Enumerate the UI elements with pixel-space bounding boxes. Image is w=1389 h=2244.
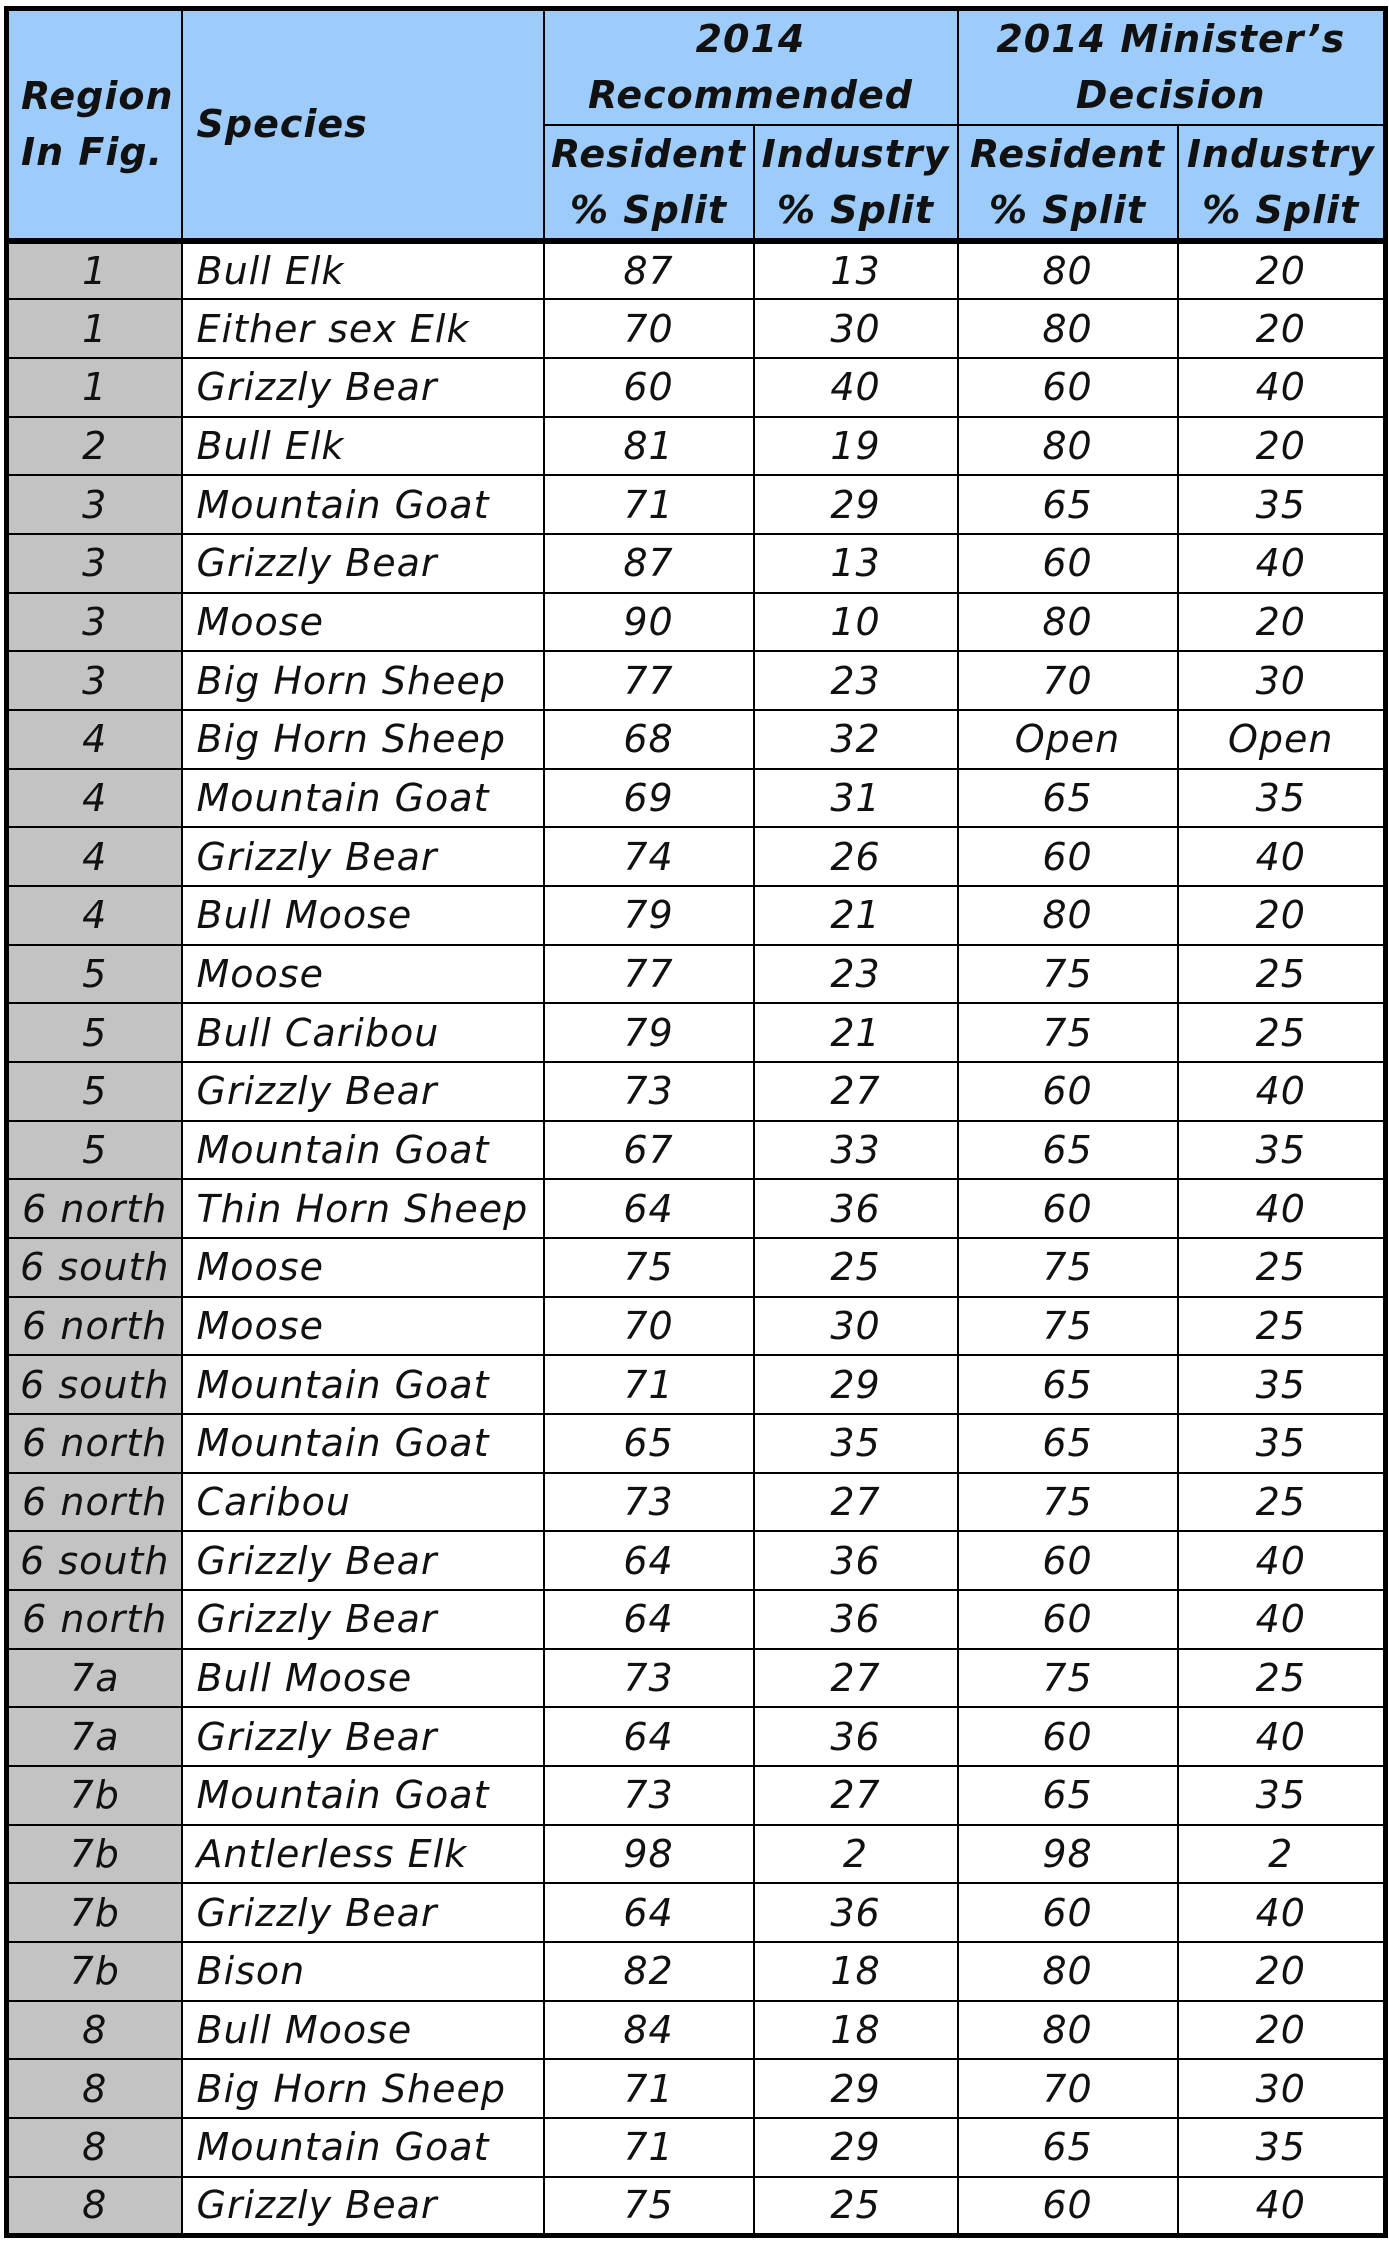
region-cell: 6 south [7,1531,182,1590]
species-cell: Thin Horn Sheep [182,1179,544,1238]
recommended-resident-cell: 87 [544,534,754,593]
species-cell: Bull Moose [182,1649,544,1708]
species-cell: Mountain Goat [182,2118,544,2177]
recommended-resident-cell: 87 [544,241,754,300]
table-row [7,1414,1386,1473]
region-cell: 7b [7,1883,182,1942]
recommended-resident-cell: 81 [544,417,754,476]
species-cell: Bull Elk [182,417,544,476]
species-cell: Big Horn Sheep [182,2059,544,2118]
decision-industry-cell: 35 [1178,1121,1386,1180]
recommended-industry-cell: 27 [754,1649,958,1708]
recommended-industry-cell: 21 [754,1003,958,1062]
table-row [7,886,1386,945]
decision-industry-cell: 20 [1178,2001,1386,2060]
decision-industry-cell: 20 [1178,299,1386,358]
decision-resident-cell: 60 [958,1531,1178,1590]
recommended-industry-cell: 30 [754,1297,958,1356]
decision-industry-cell: 25 [1178,1003,1386,1062]
recommended-industry-cell: 23 [754,651,958,710]
recommended-resident-cell: 68 [544,710,754,769]
recommended-resident-cell: 71 [544,1355,754,1414]
region-cell: 2 [7,417,182,476]
table-row [7,1121,1386,1180]
species-cell: Grizzly Bear [182,358,544,417]
decision-industry-cell: 40 [1178,1531,1386,1590]
species-cell: Bison [182,1942,544,2001]
recommended-industry-cell: 27 [754,1473,958,1532]
recommended-resident-cell: 79 [544,1003,754,1062]
species-cell: Either sex Elk [182,299,544,358]
header-region: Region In Fig. [7,9,182,241]
table-row [7,1531,1386,1590]
region-cell: 8 [7,2118,182,2177]
decision-industry-cell: 20 [1178,1942,1386,2001]
decision-resident-cell: 65 [958,1355,1178,1414]
table-row [7,593,1386,652]
species-cell: Grizzly Bear [182,827,544,886]
decision-industry-cell: 25 [1178,1238,1386,1297]
table-row [7,827,1386,886]
recommended-resident-cell: 73 [544,1062,754,1121]
recommended-resident-cell: 82 [544,1942,754,2001]
region-cell: 7a [7,1649,182,1708]
recommended-resident-cell: 77 [544,945,754,1004]
table-row [7,1238,1386,1297]
decision-industry-cell: Open [1178,710,1386,769]
decision-industry-cell: 40 [1178,1590,1386,1649]
recommended-resident-cell: 75 [544,2177,754,2236]
decision-industry-cell: 40 [1178,1062,1386,1121]
recommended-resident-cell: 73 [544,1649,754,1708]
decision-resident-cell: 60 [958,1062,1178,1121]
region-cell: 3 [7,593,182,652]
species-cell: Mountain Goat [182,475,544,534]
decision-resident-cell: 75 [958,945,1178,1004]
decision-resident-cell: 70 [958,2059,1178,2118]
region-cell: 7a [7,1707,182,1766]
table-row [7,769,1386,828]
recommended-industry-cell: 40 [754,358,958,417]
region-cell: 6 north [7,1179,182,1238]
species-cell: Big Horn Sheep [182,651,544,710]
region-cell: 3 [7,534,182,593]
recommended-resident-cell: 69 [544,769,754,828]
species-cell: Grizzly Bear [182,1062,544,1121]
recommended-industry-cell: 25 [754,2177,958,2236]
decision-industry-cell: 35 [1178,1414,1386,1473]
region-cell: 1 [7,299,182,358]
recommended-resident-cell: 64 [544,1179,754,1238]
region-cell: 6 north [7,1414,182,1473]
table-row [7,1062,1386,1121]
region-cell: 6 north [7,1473,182,1532]
decision-resident-cell: 60 [958,2177,1178,2236]
recommended-industry-cell: 31 [754,769,958,828]
decision-industry-cell: 35 [1178,1355,1386,1414]
decision-resident-cell: 65 [958,769,1178,828]
recommended-industry-cell: 13 [754,534,958,593]
recommended-resident-cell: 73 [544,1473,754,1532]
decision-industry-cell: 25 [1178,1297,1386,1356]
recommended-resident-cell: 73 [544,1766,754,1825]
recommended-industry-cell: 32 [754,710,958,769]
decision-resident-cell: 80 [958,1942,1178,2001]
recommended-resident-cell: 70 [544,1297,754,1356]
header-decision-resident: Resident % Split [958,125,1178,241]
recommended-resident-cell: 77 [544,651,754,710]
decision-resident-cell: 75 [958,1003,1178,1062]
decision-resident-cell: 80 [958,299,1178,358]
table-row [7,534,1386,593]
recommended-resident-cell: 75 [544,1238,754,1297]
species-cell: Moose [182,945,544,1004]
decision-resident-cell: 60 [958,1707,1178,1766]
recommended-resident-cell: 64 [544,1590,754,1649]
recommended-resident-cell: 79 [544,886,754,945]
decision-resident-cell: 65 [958,1414,1178,1473]
decision-resident-cell: 60 [958,827,1178,886]
header-group-recommended: 2014 Recommended [544,9,958,125]
recommended-resident-cell: 74 [544,827,754,886]
species-cell: Bull Moose [182,2001,544,2060]
decision-industry-cell: 40 [1178,827,1386,886]
table-row [7,1766,1386,1825]
region-cell: 1 [7,358,182,417]
decision-industry-cell: 40 [1178,1883,1386,1942]
decision-resident-cell: 60 [958,358,1178,417]
recommended-industry-cell: 21 [754,886,958,945]
table-row [7,1649,1386,1708]
decision-industry-cell: 35 [1178,475,1386,534]
region-cell: 5 [7,1121,182,1180]
header-recommended-resident: Resident % Split [544,125,754,241]
decision-industry-cell: 35 [1178,2118,1386,2177]
recommended-industry-cell: 33 [754,1121,958,1180]
table-row [7,1707,1386,1766]
recommended-industry-cell: 36 [754,1179,958,1238]
recommended-industry-cell: 36 [754,1883,958,1942]
table-row [7,710,1386,769]
decision-industry-cell: 40 [1178,1179,1386,1238]
recommended-industry-cell: 35 [754,1414,958,1473]
decision-industry-cell: 20 [1178,593,1386,652]
decision-industry-cell: 25 [1178,945,1386,1004]
recommended-industry-cell: 19 [754,417,958,476]
decision-industry-cell: 40 [1178,1707,1386,1766]
decision-resident-cell: 65 [958,1121,1178,1180]
region-cell: 4 [7,710,182,769]
header-decision-industry: Industry % Split [1178,125,1386,241]
species-cell: Moose [182,593,544,652]
region-cell: 6 south [7,1355,182,1414]
region-cell: 3 [7,651,182,710]
table-row [7,2177,1386,2236]
recommended-industry-cell: 36 [754,1590,958,1649]
recommended-resident-cell: 64 [544,1883,754,1942]
split-table [4,6,1388,2238]
recommended-resident-cell: 64 [544,1531,754,1590]
recommended-resident-cell: 67 [544,1121,754,1180]
table-row [7,1825,1386,1884]
table-row [7,2059,1386,2118]
recommended-industry-cell: 36 [754,1531,958,1590]
decision-industry-cell: 25 [1178,1649,1386,1708]
species-cell: Mountain Goat [182,1355,544,1414]
decision-resident-cell: 60 [958,534,1178,593]
species-cell: Antlerless Elk [182,1825,544,1884]
decision-resident-cell: 60 [958,1590,1178,1649]
region-cell: 5 [7,1062,182,1121]
region-cell: 6 north [7,1590,182,1649]
header-species: Species [182,9,544,241]
recommended-industry-cell: 30 [754,299,958,358]
region-cell: 7b [7,1825,182,1884]
decision-resident-cell: 75 [958,1238,1178,1297]
species-cell: Bull Caribou [182,1003,544,1062]
decision-industry-cell: 35 [1178,1766,1386,1825]
recommended-resident-cell: 70 [544,299,754,358]
recommended-industry-cell: 27 [754,1062,958,1121]
species-cell: Bull Moose [182,886,544,945]
decision-industry-cell: 20 [1178,241,1386,300]
table-row [7,945,1386,1004]
decision-resident-cell: 80 [958,593,1178,652]
decision-resident-cell: 60 [958,1883,1178,1942]
table-row [7,241,1386,300]
recommended-resident-cell: 84 [544,2001,754,2060]
region-cell: 4 [7,769,182,828]
decision-resident-cell: 80 [958,417,1178,476]
species-cell: Grizzly Bear [182,1883,544,1942]
recommended-resident-cell: 98 [544,1825,754,1884]
region-cell: 8 [7,2177,182,2236]
region-cell: 6 north [7,1297,182,1356]
species-cell: Mountain Goat [182,1121,544,1180]
table-row [7,1179,1386,1238]
decision-resident-cell: 65 [958,475,1178,534]
decision-industry-cell: 25 [1178,1473,1386,1532]
region-cell: 4 [7,827,182,886]
recommended-industry-cell: 10 [754,593,958,652]
table-row [7,475,1386,534]
region-cell: 8 [7,2059,182,2118]
recommended-industry-cell: 36 [754,1707,958,1766]
recommended-resident-cell: 71 [544,475,754,534]
decision-resident-cell: 75 [958,1649,1178,1708]
region-cell: 5 [7,945,182,1004]
table-row [7,1942,1386,2001]
region-cell: 3 [7,475,182,534]
region-cell: 7b [7,1766,182,1825]
species-cell: Moose [182,1297,544,1356]
table-row [7,651,1386,710]
decision-resident-cell: 75 [958,1473,1178,1532]
table-row [7,2001,1386,2060]
species-cell: Grizzly Bear [182,1590,544,1649]
species-cell: Grizzly Bear [182,2177,544,2236]
recommended-industry-cell: 27 [754,1766,958,1825]
table-header [7,9,1386,241]
species-cell: Grizzly Bear [182,1707,544,1766]
recommended-resident-cell: 71 [544,2118,754,2177]
species-cell: Mountain Goat [182,769,544,828]
region-cell: 4 [7,886,182,945]
region-cell: 5 [7,1003,182,1062]
recommended-industry-cell: 2 [754,1825,958,1884]
decision-resident-cell: Open [958,710,1178,769]
recommended-industry-cell: 26 [754,827,958,886]
decision-industry-cell: 30 [1178,2059,1386,2118]
recommended-industry-cell: 29 [754,1355,958,1414]
table-row [7,417,1386,476]
species-cell: Mountain Goat [182,1414,544,1473]
region-cell: 6 south [7,1238,182,1297]
species-cell: Grizzly Bear [182,1531,544,1590]
decision-resident-cell: 80 [958,2001,1178,2060]
recommended-industry-cell: 25 [754,1238,958,1297]
recommended-industry-cell: 23 [754,945,958,1004]
decision-resident-cell: 80 [958,241,1178,300]
region-cell: 1 [7,241,182,300]
region-cell: 7b [7,1942,182,2001]
table-row [7,358,1386,417]
recommended-industry-cell: 18 [754,2001,958,2060]
table-row [7,1590,1386,1649]
decision-resident-cell: 65 [958,1766,1178,1825]
decision-industry-cell: 35 [1178,769,1386,828]
table-row [7,1473,1386,1532]
decision-resident-cell: 98 [958,1825,1178,1884]
decision-industry-cell: 20 [1178,417,1386,476]
region-cell: 8 [7,2001,182,2060]
species-cell: Bull Elk [182,241,544,300]
table-row [7,299,1386,358]
decision-resident-cell: 75 [958,1297,1178,1356]
decision-resident-cell: 65 [958,2118,1178,2177]
table-row [7,1355,1386,1414]
recommended-resident-cell: 60 [544,358,754,417]
species-cell: Big Horn Sheep [182,710,544,769]
recommended-industry-cell: 18 [754,1942,958,2001]
recommended-resident-cell: 64 [544,1707,754,1766]
table-body [7,241,1386,2236]
recommended-industry-cell: 29 [754,2059,958,2118]
decision-industry-cell: 40 [1178,534,1386,593]
recommended-resident-cell: 71 [544,2059,754,2118]
species-cell: Mountain Goat [182,1766,544,1825]
decision-resident-cell: 70 [958,651,1178,710]
decision-industry-cell: 20 [1178,886,1386,945]
decision-resident-cell: 80 [958,886,1178,945]
header-recommended-industry: Industry % Split [754,125,958,241]
table-row [7,1003,1386,1062]
table-row [7,1883,1386,1942]
recommended-resident-cell: 90 [544,593,754,652]
table-row [7,1297,1386,1356]
recommended-industry-cell: 29 [754,475,958,534]
recommended-resident-cell: 65 [544,1414,754,1473]
header-group-decision: 2014 Minister’s Decision [958,9,1386,125]
species-cell: Moose [182,1238,544,1297]
decision-industry-cell: 30 [1178,651,1386,710]
recommended-industry-cell: 13 [754,241,958,300]
species-cell: Grizzly Bear [182,534,544,593]
decision-industry-cell: 40 [1178,2177,1386,2236]
decision-industry-cell: 40 [1178,358,1386,417]
decision-industry-cell: 2 [1178,1825,1386,1884]
table-row [7,2118,1386,2177]
decision-resident-cell: 60 [958,1179,1178,1238]
recommended-industry-cell: 29 [754,2118,958,2177]
species-cell: Caribou [182,1473,544,1532]
